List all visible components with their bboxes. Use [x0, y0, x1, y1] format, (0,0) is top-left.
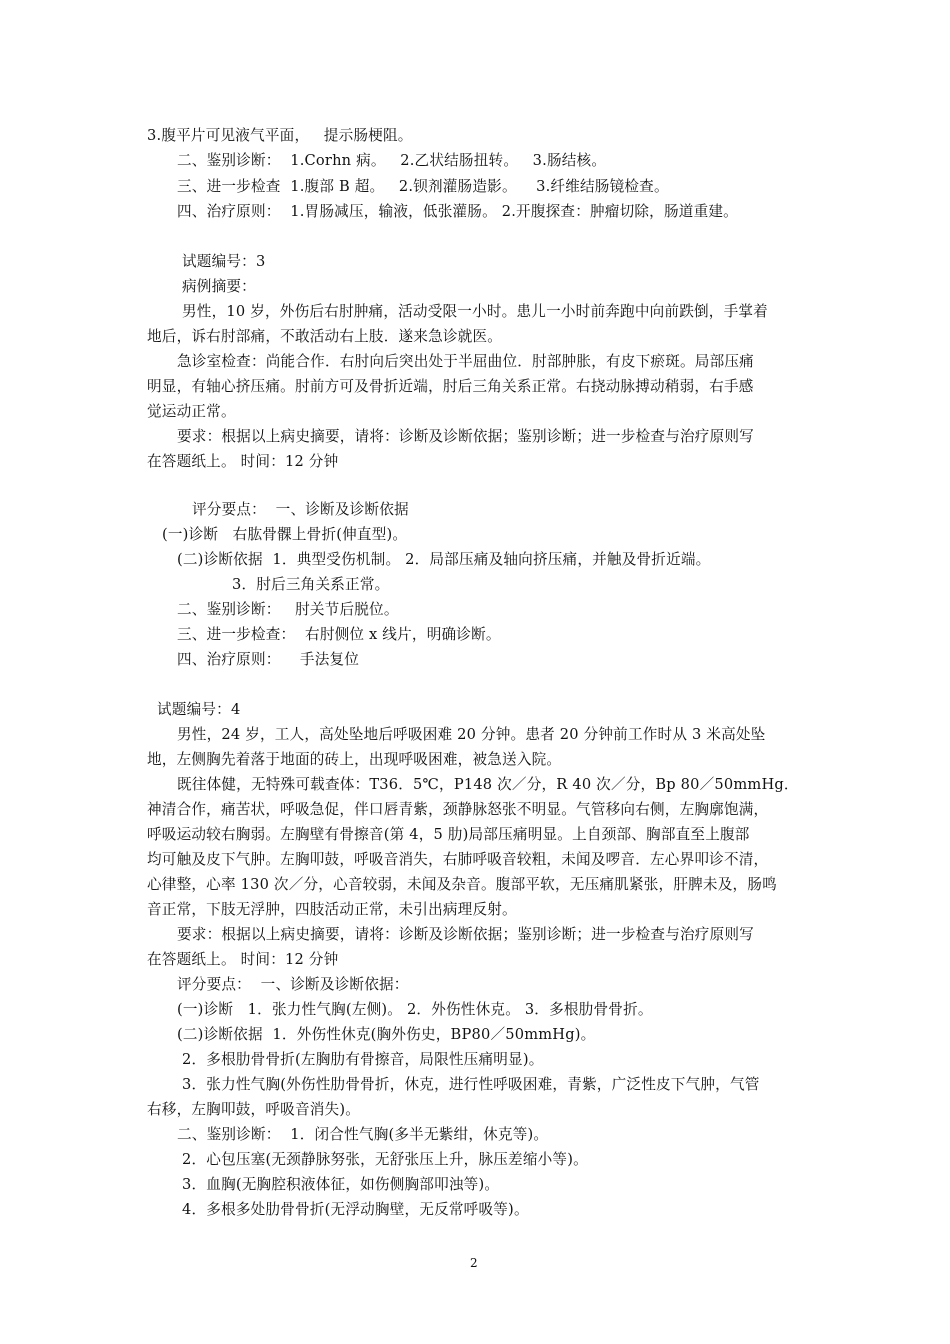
text-line: 二、鉴别诊断： 1．闭合性气胸(多半无紫绀，休克等)。 [177, 1126, 549, 1143]
question-number: 试题编号：3 [182, 253, 266, 270]
text-line: (二)诊断依据 1．典型受伤机制。 2．局部压痛及轴向挤压痛，并触及骨折近端。 [177, 551, 711, 568]
text-line: 明显，有轴心挤压痛。肘前方可及骨折近端，肘后三角关系正常。右挠动脉搏动稍弱，右手感 [147, 378, 754, 395]
page-number: 2 [470, 1256, 478, 1270]
section-heading: 评分要点： 一、诊断及诊断依据： [177, 976, 409, 993]
text-line: 神清合作，痛苦状，呼吸急促，伴口唇青紫，颈静脉怒张不明显。气管移向右侧，左胸廓饱满， [147, 801, 769, 818]
text-line: 2．多根肋骨骨折(左胸肋有骨擦音，局限性压痛明显)。 [182, 1051, 544, 1068]
text-line: 二、鉴别诊断： 1.Corhn 病。 2.乙状结肠扭转。 3.肠结核。 [177, 152, 607, 169]
text-line: 3．肘后三角关系正常。 [232, 576, 390, 593]
text-line: 在答题纸上。 时间：12 分钟 [147, 951, 339, 968]
text-line: 三、进一步检查： 右肘侧位 x 线片，明确诊断。 [177, 626, 501, 643]
text-line: 3．张力性气胸(外伤性肋骨骨折，休克，进行性呼吸困难，青紫，广泛性皮下气肿，气管 [182, 1076, 760, 1093]
text-line: 3．血胸(无胸腔积液体征，如伤侧胸部叩浊等)。 [182, 1176, 500, 1193]
text-line: 要求：根据以上病史摘要，请将：诊断及诊断依据；鉴别诊断；进一步检查与治疗原则写 [177, 428, 754, 445]
text-line: 呼吸运动较右胸弱。左胸壁有骨擦音(第 4，5 肋)局部压痛明显。上自颈部、胸部直至上腹部 [147, 826, 750, 843]
text-line: 均可触及皮下气肿。左胸叩鼓，呼吸音消失，右肺呼吸音较粗，未闻及啰音．左心界叩诊不清， [147, 851, 769, 868]
text-line: 4．多根多处肋骨骨折(无浮动胸壁，无反常呼吸等)。 [182, 1201, 529, 1218]
text-line: (一)诊断 1．张力性气胸(左侧)。 2．外伤性休克。 3．多根肋骨骨折。 [177, 1001, 653, 1018]
text-line: 觉运动正常。 [147, 403, 236, 420]
text-line: 心律整，心率 130 次／分，心音较弱，未闻及杂音。腹部平软，无压痛肌紧张，肝脾未及，肠鸣 [147, 876, 777, 893]
text-line: 地后，诉右肘部痛，不敢活动右上肢．遂来急诊就医。 [147, 328, 503, 345]
text-line: 男性，10 岁，外伤后右肘肿痛，活动受限一小时。患儿一小时前奔跑中向前跌倒，手掌着 [182, 303, 768, 320]
section-heading: 评分要点： 一、诊断及诊断依据 [192, 501, 409, 518]
section-heading: 病例摘要： [182, 278, 256, 295]
text-line: (一)诊断 右肱骨髁上骨折(伸直型)。 [162, 526, 408, 543]
text-line: 三、进一步检查 1.腹部 B 超。 2.钡剂灌肠造影。 3.纤维结肠镜检查。 [177, 178, 669, 195]
text-line: 二、鉴别诊断： 肘关节后脱位。 [177, 601, 399, 618]
text-line: (二)诊断依据 1．外伤性休克(胸外伤史，BP80／50mmHg)。 [177, 1026, 596, 1043]
text-line: 既往体健，无特殊可载查体：T36．5℃，P148 次／分，R 40 次／分，Bp 80／50mmHg． [177, 776, 799, 793]
text-line: 四、治疗原则： 手法复位 [177, 651, 360, 668]
text-line: 要求：根据以上病史摘要，请将：诊断及诊断依据；鉴别诊断；进一步检查与治疗原则写 [177, 926, 754, 943]
text-line: 急诊室检查：尚能合作．右肘向后突出处于半屈曲位．肘部肿胀，有皮下瘀斑。局部压痛 [177, 353, 754, 370]
text-line: 2．心包压塞(无颈静脉努张，无舒张压上升，脉压差缩小等)。 [182, 1151, 588, 1168]
text-line: 地，左侧胸先着落于地面的砖上，出现呼吸困难，被急送入院。 [147, 751, 562, 768]
text-line: 四、治疗原则： 1.胃肠减压，输液，低张灌肠。 2.开腹探查：肿瘤切除，肠道重建。 [177, 203, 738, 220]
question-number: 试题编号：4 [157, 701, 241, 718]
text-line: 右移，左胸叩鼓，呼吸音消失)。 [147, 1101, 361, 1118]
text-line: 在答题纸上。 时间：12 分钟 [147, 453, 339, 470]
text-line: 音正常，下肢无浮肿，四肢活动正常，未引出病理反射。 [147, 901, 517, 918]
text-line: 男性，24 岁，工人，高处坠地后呼吸困难 20 分钟。患者 20 分钟前工作时从 3 米高处坠 [177, 726, 766, 743]
text-line: 3.腹平片可见液气平面， 提示肠梗阻。 [147, 127, 413, 144]
